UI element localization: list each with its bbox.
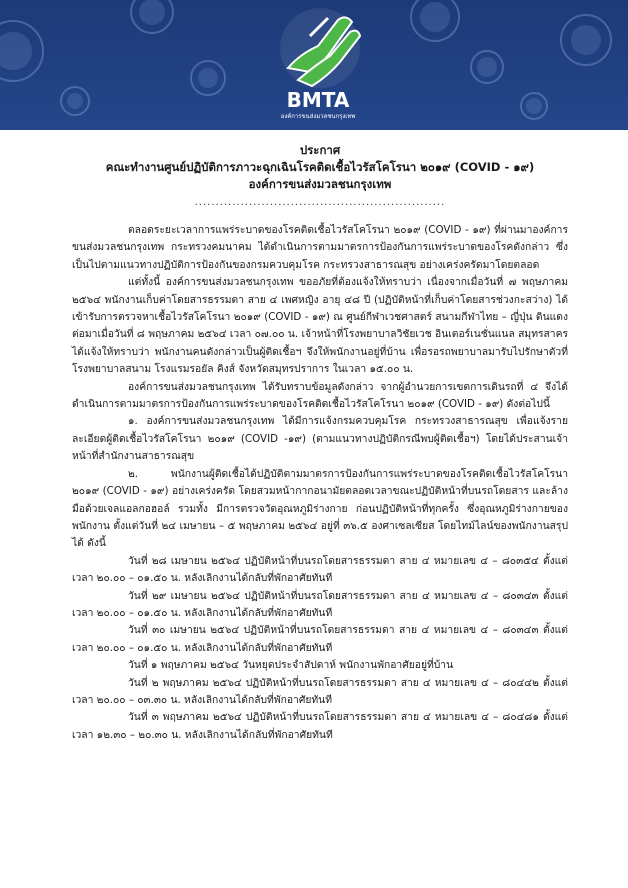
virus-decoration-icon bbox=[0, 20, 44, 82]
title-line-2: คณะทำงานศูนย์ปฏิบัติการภาวะฉุกเฉินโรคติดเชื้อไวรัสโคโรนา ๒๐๑๙ (COVID - ๑๙) bbox=[105, 160, 535, 174]
logo-text: BMTA bbox=[286, 88, 350, 112]
virus-decoration-icon bbox=[190, 60, 226, 96]
virus-decoration-icon bbox=[470, 50, 504, 84]
virus-decoration-icon bbox=[520, 92, 548, 120]
header-banner bbox=[0, 0, 628, 130]
virus-decoration-icon bbox=[560, 14, 612, 66]
title-line-1: ประกาศ bbox=[299, 143, 341, 157]
paragraph: ตลอดระยะเวลาการแพร่ระบาดของโรคติดเชื้อไวรัสโคโรนา ๒๐๑๙ (COVID - ๑๙) ที่ผ่านมาองค์การขนส่งมวลชนกรุงเทพ กระทรวงคมนาคม ได้ดำเนินการตามมาตรการป้องกันการแพร่ระบาดของโรคดังกล่าว ซึ่งเป็นไปตามแนวทางปฏิบัติการป้องกันของกรมควบคุมโรค กระทรวงสาธารณสุข อย่างเคร่งครัดมาโดยตลอด bbox=[72, 224, 568, 271]
virus-decoration-icon bbox=[130, 0, 174, 34]
virus-decoration-icon bbox=[410, 0, 460, 42]
timeline-entry: วันที่ ๓ พฤษภาคม ๒๕๖๔ ปฏิบัติหน้าที่บนรถโดยสารธรรมดา สาย ๔ หมายเลข ๔ – ๘๐๔๘๑ ตั้งแต่เวลา ๑๒.๓๐ – ๒๐.๓๐ น. หลังเลิกงานได้กลับที่พักอาศัยทันที bbox=[72, 711, 568, 741]
virus-decoration-icon bbox=[60, 86, 90, 116]
timeline-entry: วันที่ ๒ พฤษภาคม ๒๕๖๔ ปฏิบัติหน้าที่บนรถโดยสารธรรมดา สาย ๔ หมายเลข ๔ – ๘๐๔๔๒ ตั้งแต่เวลา ๒๐.๐๐ – ๐๓.๓๐ น. หลังเลิกงานได้กลับที่พักอาศัยทันที bbox=[72, 676, 568, 706]
announcement-title bbox=[72, 142, 568, 193]
title-line-3: องค์การขนส่งมวลชนกรุงเทพ bbox=[248, 177, 392, 191]
timeline-entry: วันที่ ๒๙ เมษายน ๒๕๖๔ ปฏิบัติหน้าที่บนรถโดยสารธรรมดา สาย ๔ หมายเลข ๔ – ๘๐๓๔๓ ตั้งแต่เวลา ๒๐.๐๐ – ๐๑.๕๐ น. หลังเลิกงานได้กลับที่พักอาศัยทันที bbox=[72, 589, 568, 619]
timeline-entry: วันที่ ๒๘ เมษายน ๒๕๖๔ ปฏิบัติหน้าที่บนรถโดยสารธรรมดา สาย ๔ หมายเลข ๔ – ๘๐๓๕๔ ตั้งแต่เวลา ๒๐.๐๐ – ๐๑.๕๐ น. หลังเลิกงานได้กลับที่พักอาศัยทันที bbox=[72, 554, 568, 585]
logo-subtext: องค์การขนส่งมวลชนกรุงเทพ bbox=[280, 113, 356, 120]
announcement-document bbox=[0, 142, 628, 744]
paragraph: ๑. องค์การขนส่งมวลชนกรุงเทพ ได้มีการแจ้งกรมควบคุมโรค กระทรวงสาธารณสุข เพื่อแจ้งรายละเอียดผู้ติดเชื้อไวรัสโคโรนา ๒๐๑๙ (COVID -๑๙) (ตามแนวทางปฏิบัติกรณีพบผู้ติดเชื้อฯ) โดยได้ประสานเจ้าหน้าที่สำนักงานสาธารณสุข bbox=[72, 415, 568, 463]
paragraph: องค์การขนส่งมวลชนกรุงเทพ ได้รับทราบข้อมูลดังกล่าว จากผู้อำนวยการเขตการเดินรถที่ ๔ จึงได้ดำเนินการตามมาตรการป้องกันการแพร่ระบาดของโรคติดเชื้อไวรัสโคโรนา ๒๐๑๙ (COVID - ๑๙) ดังต่อไปนี้ bbox=[72, 380, 568, 411]
announcement-body bbox=[72, 222, 568, 744]
paragraph: แต่ทั้งนี้ องค์การขนส่งมวลชนกรุงเทพ ขออภัยที่ต้องแจ้งให้ทราบว่า เนื่องจากเมื่อวันที่ ๗ พฤษภาคม ๒๕๖๔ พนักงานเก็บค่าโดยสารธรรมดา สาย ๔ เพศหญิง อายุ ๔๘ ปี (ปฏิบัติหน้าที่เก็บค่าโดยสารช่วงกะสว่าง) ได้เข้ารับการตรวจหาเชื้อไวรัสโคโรนา ๒๐๑๙ (COVID - ๑๙) ณ ศูนย์กีฬาเวชศาสตร์ สนามกีฬาไทย – ญี่ปุ่น ดินแดง ต่อมาเมื่อวันที่ ๘ พฤษภาคม ๒๕๖๔ เวลา ๐๗.๐๐ น. เจ้าหน้าที่โรงพยาบาลวิชัยเวช อินเตอร์เนชั่นแนล สมุทรสาคร ได้แจ้งให้ทราบว่า พนักงานคนดังกล่าวเป็นผู้ติดเชื้อฯ จึงให้พนักงานอยู่ที่บ้าน เพื่อรอรถพยาบาลมารับไปรักษาตัวที่ โรงพยาบาลสนาม โรงแรมรอยัล คิงส์ จังหวัดสมุทรปราการ ในเวลา ๑๕.๐๐ น. bbox=[72, 276, 568, 376]
timeline-entry: วันที่ ๓๐ เมษายน ๒๕๖๔ ปฏิบัติหน้าที่บนรถโดยสารธรรมดา สาย ๔ หมายเลข ๔ – ๘๐๓๔๓ ตั้งแต่เวลา ๒๐.๐๐ – ๐๑.๕๐ น. หลังเลิกงานได้กลับที่พักอาศัยทันที bbox=[72, 624, 568, 654]
title-separator: ............................................................ bbox=[194, 197, 446, 208]
timeline-entry: วันที่ ๑ พฤษภาคม ๒๕๖๔ วันหยุดประจำสัปดาห์ พนักงานพักอาศัยอยู่ที่บ้าน bbox=[128, 659, 454, 672]
paragraph: ๒. พนักงานผู้ติดเชื้อได้ปฏิบัติตามมาตรการป้องกันการแพร่ระบาดของโรคติดเชื้อไวรัสโคโรนา ๒๐๑๙ (COVID - ๑๙) อย่างเคร่งครัด โดยสวมหน้ากากอนามัยตลอดเวลาขณะปฏิบัติหน้าที่บนรถโดยสาร และล้างมือด้วยเจลแอลกอฮอล์ รวมทั้ง มีการตรวจวัดอุณหภูมิร่างกาย ก่อนปฏิบัติหน้าที่ทุกครั้ง ซึ่งอุณหภูมิร่างกายของพนักงาน ตั้งแต่วันที่ ๒๔ เมษายน – ๕ พฤษภาคม ๒๕๖๔ อยู่ที่ ๓๖.๕ องศาเซลเซียส โดยไทม์ไลน์ของพนักงานสรุปได้ ดังนี้ bbox=[72, 467, 568, 550]
